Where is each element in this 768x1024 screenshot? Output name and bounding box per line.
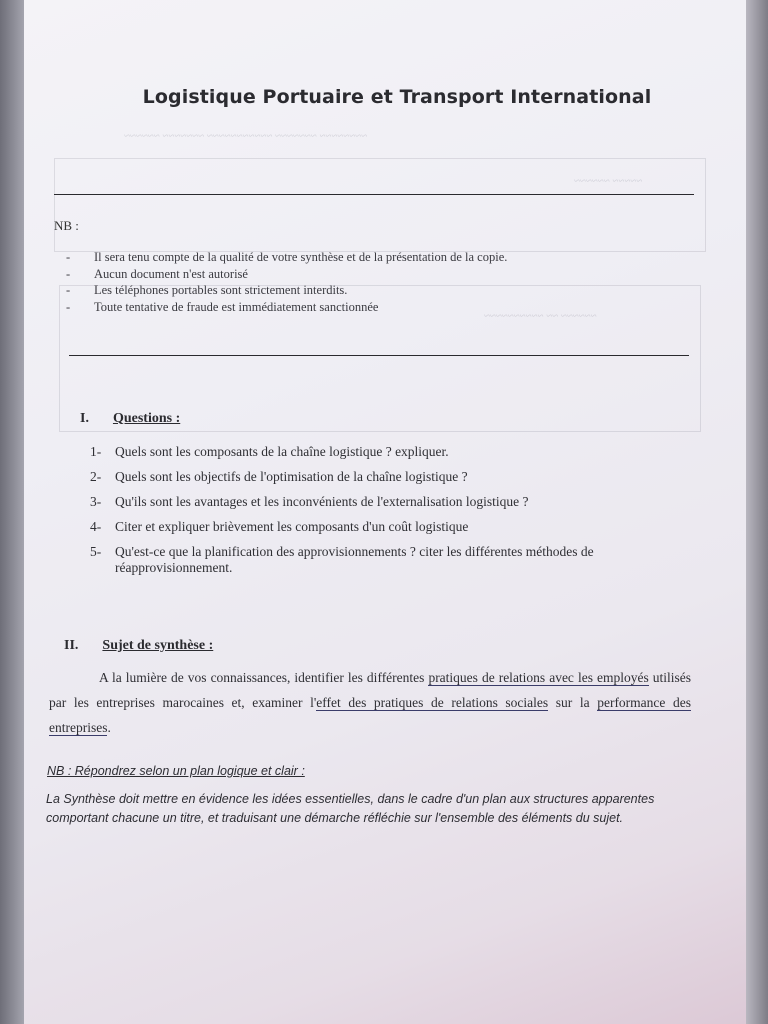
section-title: Sujet de synthèse : xyxy=(102,638,214,653)
bullet-dash: - xyxy=(66,266,71,281)
question-number: 3- xyxy=(90,494,102,509)
section-questions-heading xyxy=(80,411,180,427)
list-item xyxy=(66,299,686,316)
handwritten-underline: performance des entreprises xyxy=(49,695,691,735)
nb-instructions-label: NB : Répondrez selon un plan logique et clair : xyxy=(47,764,305,778)
nb-label: NB : xyxy=(54,218,79,233)
exam-sheet xyxy=(24,0,746,1024)
bleed-through-text: ~~~~~ ~~~~~~ xyxy=(574,175,643,187)
section-synthesis-heading xyxy=(64,638,213,654)
bullet-dash: - xyxy=(66,283,71,297)
question-number: 1- xyxy=(90,444,102,459)
question-number: 2- xyxy=(90,469,102,484)
rule-text: Il sera tenu compte de la qualité de votre synthèse et de la présentation de la copie. xyxy=(94,250,508,264)
bleed-through-text: ~~~~~~ ~~ ~~~~~~~~~~ xyxy=(484,310,597,322)
exam-rules-list xyxy=(66,249,686,315)
question-text: Qu'ils sont les avantages et les inconvénients de l'externalisation logistique ? xyxy=(115,494,529,509)
synthesis-text: A la lumière de vos connaissances, identifier les différentes xyxy=(99,670,429,685)
section-number: I. xyxy=(80,411,89,426)
synthesis-text: . xyxy=(107,720,111,735)
synthesis-text: sur la xyxy=(548,695,598,710)
question-item xyxy=(90,544,690,576)
question-number: 4- xyxy=(90,519,102,534)
rule-text: Les téléphones portables sont strictement interdits. xyxy=(94,283,348,297)
questions-list xyxy=(90,444,690,585)
handwritten-underline: pratiques de relations avec les employés xyxy=(428,670,649,685)
background-right xyxy=(746,0,768,1024)
list-item xyxy=(66,249,686,266)
question-number: 5- xyxy=(90,544,102,559)
handwritten-underline: effet des pratiques de relations sociales xyxy=(316,695,549,710)
question-item xyxy=(90,444,690,460)
top-divider xyxy=(54,194,694,195)
question-text: Citer et expliquer brièvement les composants d'un coût logistique xyxy=(115,519,469,534)
rule-text: Aucun document n'est autorisé xyxy=(94,266,248,281)
background-left xyxy=(0,0,24,1024)
list-item xyxy=(66,266,686,283)
rule-text: Toute tentative de fraude est immédiatement sanctionnée xyxy=(94,299,379,314)
bullet-dash: - xyxy=(66,250,71,264)
bottom-divider xyxy=(69,355,689,356)
bullet-dash: - xyxy=(66,299,71,314)
question-text: Quels sont les objectifs de l'optimisation de la chaîne logistique ? xyxy=(115,469,468,484)
section-number: II. xyxy=(64,638,79,653)
question-item xyxy=(90,469,690,485)
synthesis-text: utilisés par les entreprises marocaines et, examiner l' xyxy=(49,670,691,710)
question-item xyxy=(90,494,690,510)
question-text: Qu'est-ce que la planification des approvisionnements ? citer les différentes méthodes de réapprovisionnement. xyxy=(115,544,594,575)
question-item xyxy=(90,519,690,535)
synthesis-prompt xyxy=(49,665,691,740)
bleed-through-text: ~~~~~~~~ ~~~~~~~ ~~~~~~~~~~~ ~~~~~~~ ~~~~~~ xyxy=(124,130,368,142)
section-title: Questions : xyxy=(112,411,181,426)
document-title: Logistique Portuaire et Transport International xyxy=(142,86,652,108)
list-item xyxy=(66,282,686,299)
question-text: Quels sont les composants de la chaîne logistique ? expliquer. xyxy=(115,444,449,459)
bleed-through-table xyxy=(54,158,706,252)
nb-instructions-text: La Synthèse doit mettre en évidence les idées essentielles, dans le cadre d'un plan aux structures apparentes comportant chacune un titre, et traduisant une démarche réfléchie sur l'ensemble des éléments du sujet. xyxy=(46,792,655,825)
